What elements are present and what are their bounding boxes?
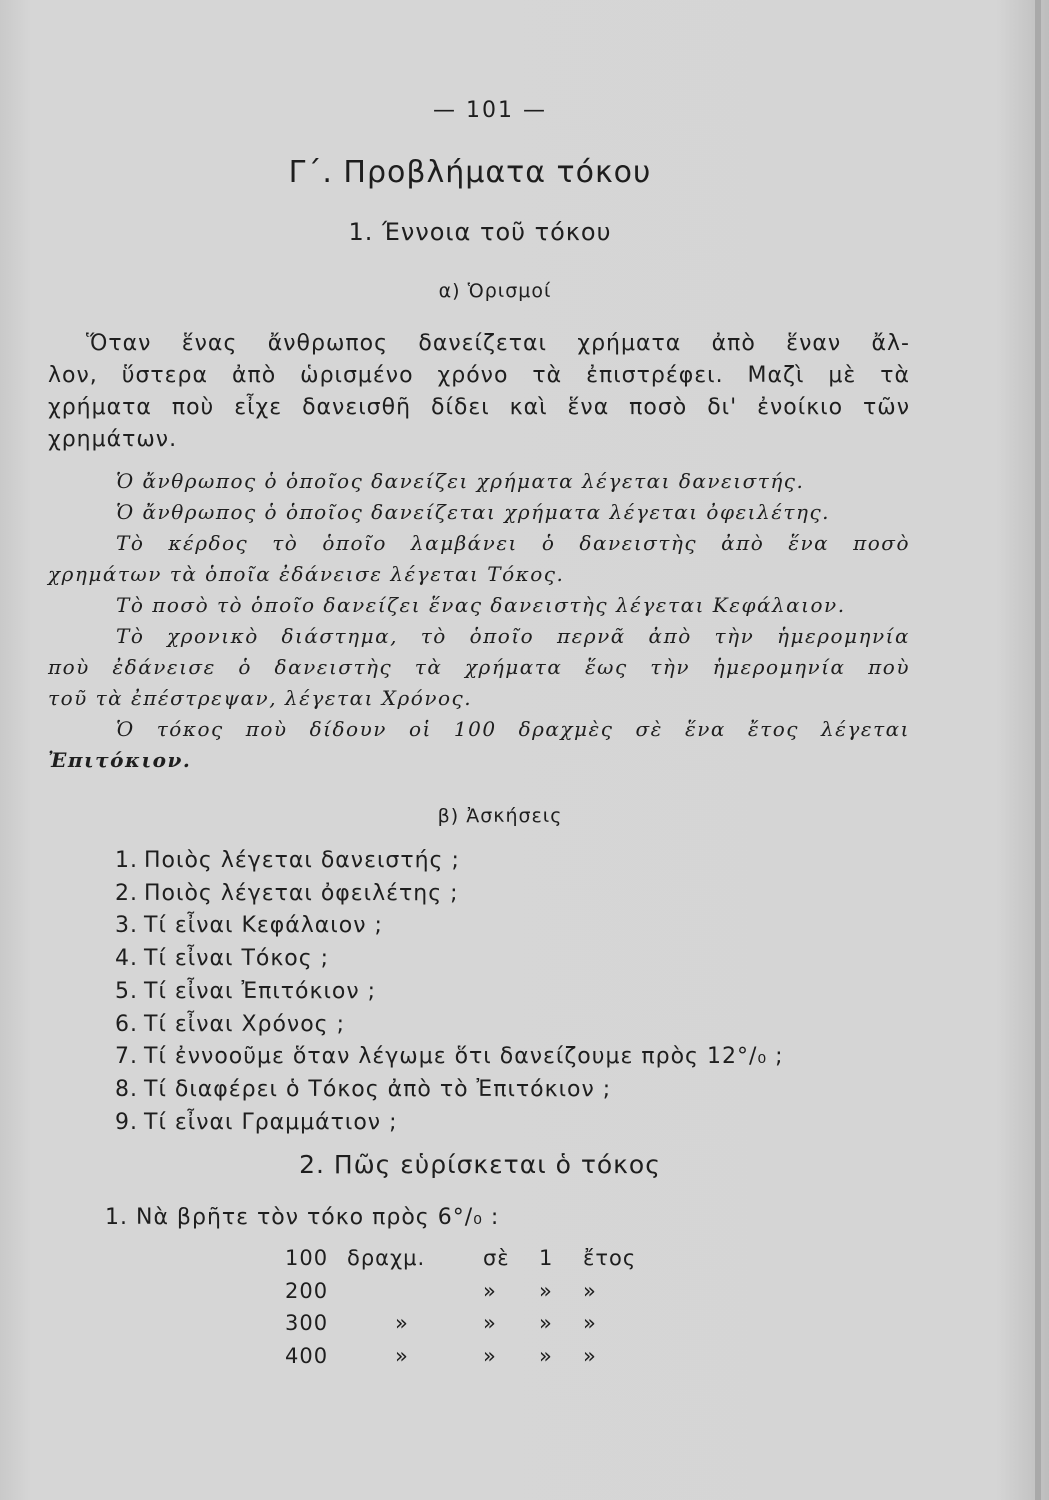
table-cell: » [395,1311,409,1336]
table-row [285,1307,636,1340]
subsection-a-heading: α) Ὁρισμοί [438,280,552,302]
intro-paragraph [48,328,910,456]
table-cell: » [539,1278,553,1303]
definition-line: Ὁ ἄνθρωπος ὁ ὁποῖος δανείζει χρήματα λέγεται δανειστής. [116,469,805,493]
exercise-item: 6. Τί εἶναι Χρόνος ; [115,1011,346,1037]
table-cell: » [483,1278,497,1303]
definition-line: Τὸ ποσὸ τὸ ὁποῖο δανείζει ἕνας δανειστὴς λέγεται Κεφάλαιον. [116,593,846,617]
table-cell: σὲ [483,1246,510,1271]
section1-title: 1. Έννοια τοῦ τόκου [348,218,612,246]
table-row [285,1242,636,1275]
table-cell: » [583,1343,597,1368]
table-cell: » [483,1343,497,1368]
definition-line: Ἐπιτόκιον. [48,748,192,772]
exercise-item: 2. Ποιὸς λέγεται ὀφειλέτης ; [115,880,459,906]
definition-line: Ὁ τόκος ποὺ δίδουν οἱ 100 δραχμὲς σὲ ἕνα ἔτος λέγεται [116,717,910,741]
table-cell: 400 [285,1343,329,1368]
table-cell: » [539,1311,553,1336]
definition-line: Τὸ χρονικὸ διάστημα, τὸ ὁποῖο περνᾶ ἀπὸ τὴν ἡμερομηνία [116,624,910,648]
problem-table [285,1242,636,1372]
exercise-item: 8. Τί διαφέρει ὁ Τόκος ἀπὸ τὸ Ἐπιτόκιον ; [115,1076,612,1102]
table-cell: 200 [285,1278,329,1303]
problem-1: 1. Νὰ βρῆτε τὸν τόκο πρὸς 6°/₀ : [105,1205,500,1230]
table-row [285,1340,636,1373]
table-row [285,1275,636,1308]
table-cell [347,1275,483,1308]
exercise-item: 9. Τί εἶναι Γραμμάτιον ; [115,1109,398,1135]
intro-line: χρημάτων. [48,427,178,452]
exercise-item: 1. Ποιὸς λέγεται δανειστής ; [115,848,460,873]
table-cell: δραχμ. [347,1246,426,1271]
table-cell: » [583,1311,597,1336]
intro-line: λον, ὕστερα ἀπὸ ὡρισμένο χρόνο τὰ ἐπιστρέφει. Μαζὶ μὲ τὰ [48,363,910,388]
section2-title: 2. Πῶς εὑρίσκεται ὁ τόκος [299,1150,661,1179]
table-cell: 100 [285,1246,329,1271]
intro-line: χρήματα ποὺ εἶχε δανεισθῆ δίδει καὶ ἕνα ποσὸ δι' ἐνοίκιο τῶν [48,395,910,420]
table-cell: » [583,1278,597,1303]
chapter-title: Γ΄. Προβλήματα τόκου [288,155,652,190]
subsection-b-heading: β) Ἀσκήσεις [437,805,563,827]
definitions-block [48,466,910,776]
table-cell: 1 [539,1246,554,1271]
exercise-item: 3. Τί εἶναι Κεφάλαιον ; [115,913,383,939]
definition-line: Τὸ κέρδος τὸ ὁποῖο λαμβάνει ὁ δανειστὴς ἀπὸ ἕνα ποσὸ [116,531,910,555]
page-number: — 101 — [433,98,547,123]
table-cell: ἔτος [583,1246,637,1271]
definition-line: τοῦ τὰ ἐπέστρεψαν, λέγεται Χρόνος. [48,686,473,710]
intro-line: Ὅταν ἕνας ἄνθρωπος δανείζεται χρήματα ἀπὸ ἕναν ἄλ- [86,331,910,356]
table-cell: » [483,1311,497,1336]
table-cell: » [539,1343,553,1368]
definition-line: χρημάτων τὰ ὁποῖα ἐδάνεισε λέγεται Τόκος. [48,562,565,586]
table-cell: » [395,1343,409,1368]
table-cell: 300 [285,1311,329,1336]
exercise-item: 7. Τί ἐννοοῦμε ὅταν λέγωμε ὅτι δανείζουμε πρὸς 12°/₀ ; [115,1044,784,1070]
definition-line: Ὁ ἄνθρωπος ὁ ὁποῖος δανείζεται χρήματα λέγεται ὀφειλέτης. [116,500,831,524]
definition-line: ποὺ ἐδάνεισε ὁ δανειστὴς τὰ χρήματα ἕως τὴν ἡμερομηνία ποὺ [48,655,910,679]
exercise-item: 5. Τί εἶναι Ἐπιτόκιον ; [115,978,377,1004]
exercise-list [100,845,784,1139]
exercise-item: 4. Τί εἶναι Τόκος ; [115,946,330,972]
